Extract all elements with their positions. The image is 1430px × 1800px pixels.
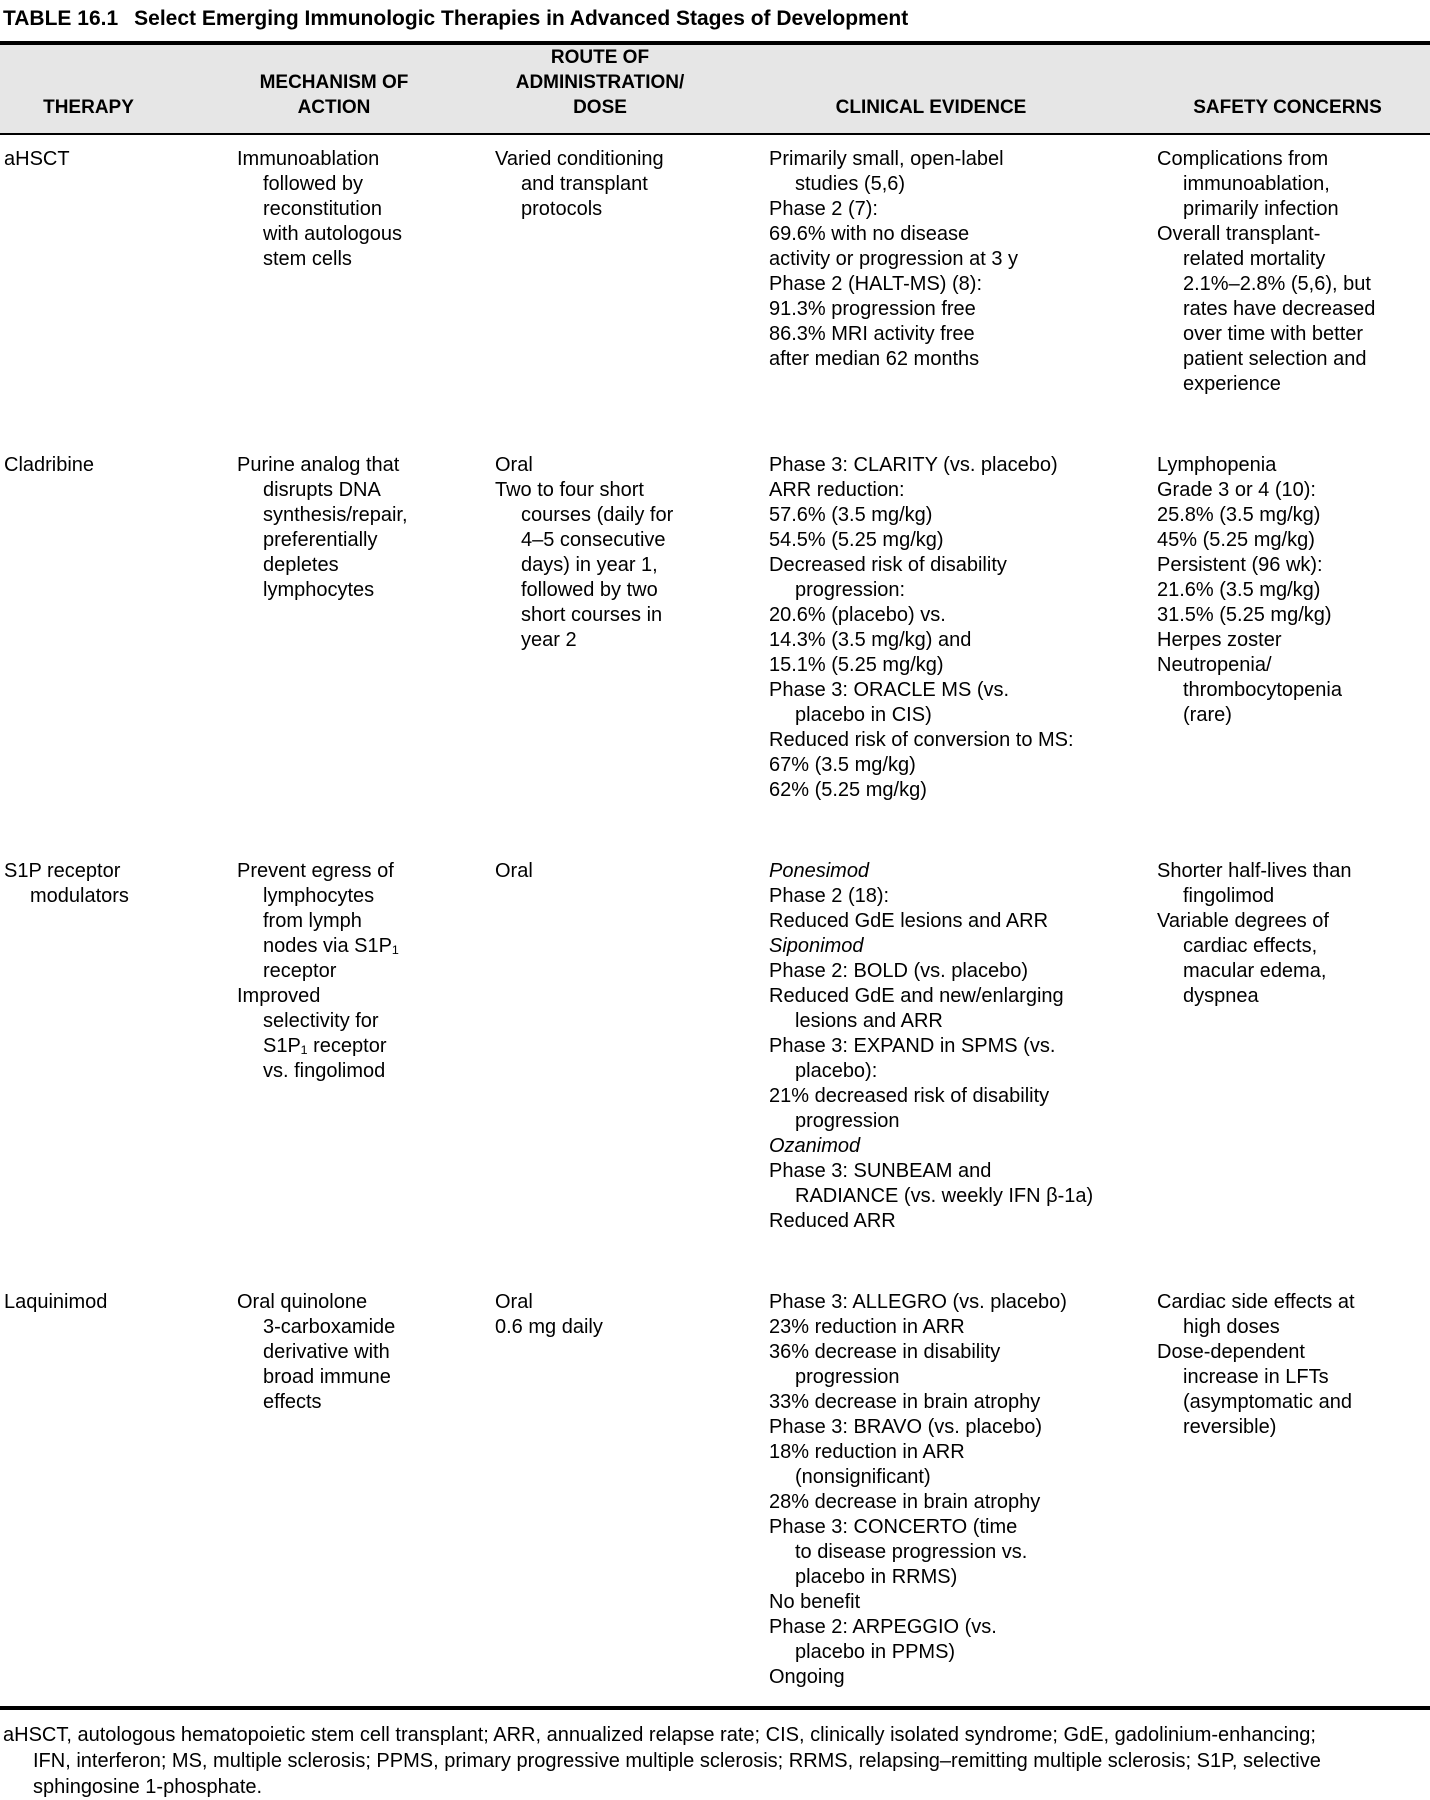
text-line: courses (daily for [521,504,674,526]
text-line: Cardiac side effects at [1157,1291,1355,1313]
footnote-line: IFN, interferon; MS, multiple sclerosis; PPMS, primary progressive multiple sclerosis; RRMS, relapsing–remitting multiple sclerosis; S1P, selective [33,1750,1321,1772]
cell-safety [1153,1290,1430,1690]
cell-therapy [0,147,233,397]
text-line: Phase 3: SUNBEAM and [769,1160,992,1182]
text-line: cardiac effects, [1183,935,1318,957]
column-header-line: ROUTE OF [550,47,650,68]
text-line: with autologous [263,223,402,245]
cell-clinical [765,147,1153,397]
cell-mechanism [233,1290,491,1690]
text-line: Lymphopenia [1157,454,1277,476]
text-line: Primarily small, open-label [769,148,1004,170]
text-line: Neutropenia/ [1157,654,1272,676]
text-line: to disease progression vs. [795,1541,1028,1563]
text-line: selectivity for [263,1010,379,1032]
text-line: (rare) [1183,704,1232,726]
text-line: (nonsignificant) [795,1466,931,1488]
text-line: experience [1183,373,1281,395]
text-line: Phase 3: CLARITY (vs. placebo) [769,454,1058,476]
text-line: lesions and ARR [795,1010,943,1032]
text-line: synthesis/repair, [263,504,408,526]
text-line: 86.3% MRI activity free [769,323,975,345]
table-header-row [0,45,1430,133]
cell-therapy [0,453,233,803]
text-line: Dose-dependent [1157,1341,1305,1363]
text-line: aHSCT [4,148,70,170]
text-line: 67% (3.5 mg/kg) [769,754,916,776]
footnote-line: aHSCT, autologous hematopoietic stem cell transplant; ARR, annualized relapse rate; CIS, clinically isolated syndrome; GdE, gadolinium-enhancing; [3,1724,1316,1746]
cell-mechanism [233,859,491,1234]
text-line: from lymph [263,910,362,932]
text-line: Shorter half-lives than [1157,860,1352,882]
text-line: thrombocytopenia [1183,679,1342,701]
text-line: No benefit [769,1591,861,1613]
table-number: TABLE 16.1 [3,7,119,30]
text-line: 4–5 consecutive [521,529,666,551]
text-line: progression [795,1366,900,1388]
text-line: Ponesimod [769,860,870,882]
column-header-line: MECHANISM OF [259,72,409,93]
text-line: Phase 3: ORACLE MS (vs. [769,679,1010,701]
text-line: macular edema, [1183,960,1327,982]
table-row-cladribine [0,453,1430,803]
text-line: followed by two [521,579,658,601]
cell-route [491,859,765,1234]
text-line: Cladribine [4,454,95,476]
text-line: placebo): [795,1060,878,1082]
text-line: modulators [30,885,129,907]
text-line: lymphocytes [263,579,375,601]
text-line: Herpes zoster [1157,629,1282,651]
text-line: 15.1% (5.25 mg/kg) [769,654,944,676]
text-line: 14.3% (3.5 mg/kg) and [769,629,972,651]
text-line: nodes via S1P₁ [263,935,399,957]
text-line: Phase 3: CONCERTO (time [769,1516,1018,1538]
table-body [0,135,1430,1690]
cell-route [491,147,765,397]
column-header-line: DOSE [573,97,627,118]
text-line: effects [263,1391,322,1413]
text-line: Phase 2 (7): [769,198,878,220]
text-line: Oral quinolone [237,1291,368,1313]
text-line: fingolimod [1183,885,1275,907]
footnote-line: sphingosine 1-phosphate. [33,1776,263,1798]
text-line: derivative with [263,1341,390,1363]
text-line: Two to four short [495,479,644,501]
text-line: placebo in PPMS) [795,1641,956,1663]
text-line: vs. fingolimod [263,1060,386,1082]
text-line: Phase 3: EXPAND in SPMS (vs. [769,1035,1056,1057]
text-line: preferentially [263,529,378,551]
table-footnote [0,1722,1430,1800]
column-header-line: SAFETY CONCERNS [1193,97,1382,118]
text-line: progression: [795,579,906,601]
text-line: related mortality [1183,248,1326,270]
text-line: 36% decrease in disability [769,1341,1001,1363]
text-line: Reduced GdE lesions and ARR [769,910,1049,932]
text-line: Reduced ARR [769,1210,896,1232]
column-header-clinical-evidence [765,95,1153,120]
text-line: primarily infection [1183,198,1339,220]
column-header-line: CLINICAL EVIDENCE [835,97,1027,118]
cell-route [491,1290,765,1690]
text-line: year 2 [521,629,577,651]
text-line: 25.8% (3.5 mg/kg) [1157,504,1321,526]
text-line: immunoablation, [1183,173,1330,195]
text-line: Phase 2: BOLD (vs. placebo) [769,960,1029,982]
column-header-safety-concerns [1153,95,1430,120]
text-line: Complications from [1157,148,1329,170]
cell-mechanism [233,453,491,803]
column-header-line: THERAPY [43,97,134,118]
text-line: Purine analog that [237,454,400,476]
text-line: Laquinimod [4,1291,108,1313]
text-line: Oral [495,454,533,476]
text-line: 54.5% (5.25 mg/kg) [769,529,944,551]
text-line: 31.5% (5.25 mg/kg) [1157,604,1332,626]
text-line: 18% reduction in ARR [769,1441,965,1463]
text-line: 62% (5.25 mg/kg) [769,779,927,801]
text-line: 91.3% progression free [769,298,976,320]
text-line: Variable degrees of [1157,910,1329,932]
text-line: Siponimod [769,935,864,957]
text-line: S1P receptor [4,860,121,882]
cell-safety [1153,859,1430,1234]
table-row-laquinimod [0,1290,1430,1690]
text-line: reconstitution [263,198,382,220]
text-line: Phase 3: ALLEGRO (vs. placebo) [769,1291,1067,1313]
cell-clinical [765,859,1153,1234]
table-row-ahsct [0,147,1430,397]
text-line: patient selection and [1183,348,1367,370]
text-line: Persistent (96 wk): [1157,554,1323,576]
cell-mechanism [233,147,491,397]
text-line: RADIANCE (vs. weekly IFN β-1a) [795,1185,1094,1207]
cell-clinical [765,453,1153,803]
text-line: rates have decreased [1183,298,1376,320]
text-line: Improved [237,985,321,1007]
text-line: Ongoing [769,1666,845,1688]
cell-clinical [765,1290,1153,1690]
bottom-rule [0,1706,1430,1710]
cell-therapy [0,1290,233,1690]
text-line: 20.6% (placebo) vs. [769,604,946,626]
text-line: Phase 2 (HALT-MS) (8): [769,273,983,295]
text-line: 23% reduction in ARR [769,1316,965,1338]
text-line: Ozanimod [769,1135,861,1157]
text-line: Phase 3: BRAVO (vs. placebo) [769,1416,1043,1438]
text-line: over time with better [1183,323,1364,345]
text-line: placebo in RRMS) [795,1566,958,1588]
text-line: disrupts DNA [263,479,381,501]
text-line: broad immune [263,1366,391,1388]
text-line: lymphocytes [263,885,375,907]
text-line: dyspnea [1183,985,1259,1007]
cell-safety [1153,453,1430,803]
text-line: (asymptomatic and [1183,1391,1352,1413]
text-line: activity or progression at 3 y [769,248,1018,270]
text-line: and transplant [521,173,648,195]
text-line: Grade 3 or 4 (10): [1157,479,1316,501]
text-line: 28% decrease in brain atrophy [769,1491,1041,1513]
cell-safety [1153,147,1430,397]
text-line: stem cells [263,248,352,270]
text-line: Overall transplant- [1157,223,1321,245]
text-line: Phase 2 (18): [769,885,890,907]
text-line: placebo in CIS) [795,704,932,726]
column-header-line: ADMINISTRATION/ [515,72,685,93]
text-line: Reduced GdE and new/enlarging [769,985,1064,1007]
text-line: depletes [263,554,339,576]
table-title [0,6,1430,32]
text-line: ARR reduction: [769,479,905,501]
text-line: 2.1%–2.8% (5,6), but [1183,273,1371,295]
text-line: 57.6% (3.5 mg/kg) [769,504,933,526]
text-line: Phase 2: ARPEGGIO (vs. [769,1616,997,1638]
text-line: Oral [495,1291,533,1313]
text-line: 45% (5.25 mg/kg) [1157,529,1315,551]
text-line: Reduced risk of conversion to MS: [769,729,1074,751]
column-header-line: ACTION [297,97,371,118]
text-line: progression [795,1110,900,1132]
text-line: 21% decreased risk of disability [769,1085,1050,1107]
text-line: S1P₁ receptor [263,1035,387,1057]
text-line: 69.6% with no disease [769,223,970,245]
text-line: short courses in [521,604,663,626]
text-line: Oral [495,860,533,882]
text-line: 0.6 mg daily [495,1316,603,1338]
text-line: Immunoablation [237,148,380,170]
text-line: 3-carboxamide [263,1316,396,1338]
text-line: 33% decrease in brain atrophy [769,1391,1041,1413]
cell-route [491,453,765,803]
text-line: protocols [521,198,603,220]
text-line: receptor [263,960,337,982]
table-row-s1p-receptor-modulators [0,859,1430,1234]
text-line: high doses [1183,1316,1280,1338]
text-line: Varied conditioning [495,148,664,170]
text-line: reversible) [1183,1416,1277,1438]
text-line: studies (5,6) [795,173,906,195]
text-line: 21.6% (3.5 mg/kg) [1157,579,1321,601]
column-header-mechanism-of-action [233,70,491,120]
text-line: Prevent egress of [237,860,394,882]
column-header-route-of-administration-dose [491,45,765,120]
text-line: after median 62 months [769,348,980,370]
column-header-therapy [0,95,233,120]
text-line: Decreased risk of disability [769,554,1007,576]
cell-therapy [0,859,233,1234]
text-line: increase in LFTs [1183,1366,1329,1388]
text-line: followed by [263,173,364,195]
text-line: days) in year 1, [521,554,658,576]
table-caption: Select Emerging Immunologic Therapies in Advanced Stages of Development [134,7,909,30]
